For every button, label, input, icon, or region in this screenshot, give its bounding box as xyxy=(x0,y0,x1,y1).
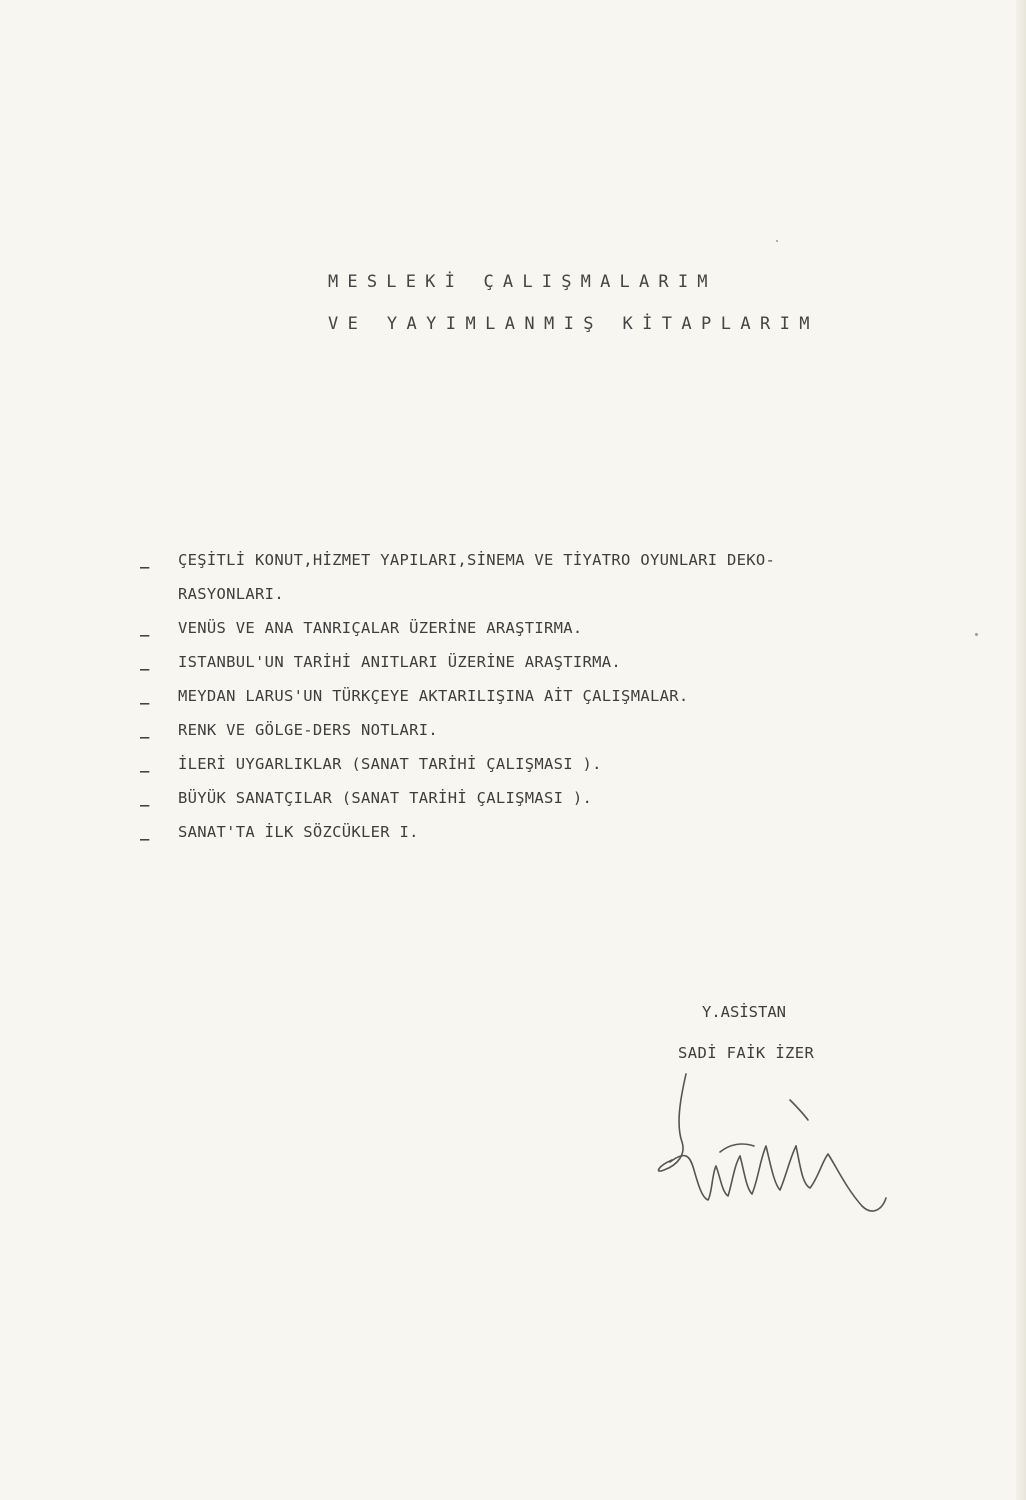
list-item-text: İLERİ UYGARLIKLAR (SANAT TARİHİ ÇALIŞMASI ). xyxy=(178,755,602,773)
list-dash: _ xyxy=(140,721,150,739)
heading-line-1: MESLEKİ ÇALIŞMALARIM xyxy=(328,272,717,292)
list-item xyxy=(140,747,940,781)
list-item-text: VENÜS VE ANA TANRIÇALAR ÜZERİNE ARAŞTIRMA. xyxy=(178,619,583,637)
list-item xyxy=(140,645,940,679)
list-item xyxy=(140,611,940,645)
list-item-text: ÇEŞİTLİ KONUT,HİZMET YAPILARI,SİNEMA VE TİYATRO OYUNLARI DEKO- xyxy=(178,551,776,569)
list-item-text: SANAT'TA İLK SÖZCÜKLER I. xyxy=(178,823,419,841)
list-item xyxy=(140,543,940,611)
heading-line-2: VE YAYIMLANMIŞ KİTAPLARIM xyxy=(328,314,819,334)
work-list xyxy=(140,543,940,849)
list-dash: _ xyxy=(140,687,150,705)
paper-speck xyxy=(776,240,778,242)
signer-name: SADİ FAİK İZER xyxy=(678,1044,815,1062)
list-dash: _ xyxy=(140,653,150,671)
list-dash: _ xyxy=(140,619,150,637)
list-item xyxy=(140,679,940,713)
list-item-text: MEYDAN LARUS'UN TÜRKÇEYE AKTARILIŞINA AİT ÇALIŞMALAR. xyxy=(178,687,689,705)
list-item-text: BÜYÜK SANATÇILAR (SANAT TARİHİ ÇALIŞMASI ). xyxy=(178,789,593,807)
paper-edge xyxy=(1016,0,1026,1500)
list-item xyxy=(140,815,940,849)
list-item xyxy=(140,713,940,747)
list-item xyxy=(140,781,940,815)
list-dash: _ xyxy=(140,789,150,807)
list-dash: _ xyxy=(140,823,150,841)
list-item-text: RENK VE GÖLGE-DERS NOTLARI. xyxy=(178,721,439,739)
list-item-continuation: RASYONLARI. xyxy=(178,585,284,603)
list-dash: _ xyxy=(140,551,150,569)
handwritten-signature xyxy=(650,1070,900,1220)
paper-speck xyxy=(975,633,978,636)
signer-title: Y.ASİSTAN xyxy=(702,1003,786,1021)
list-dash: _ xyxy=(140,755,150,773)
list-item-text: ISTANBUL'UN TARİHİ ANITLARI ÜZERİNE ARAŞTIRMA. xyxy=(178,653,622,671)
